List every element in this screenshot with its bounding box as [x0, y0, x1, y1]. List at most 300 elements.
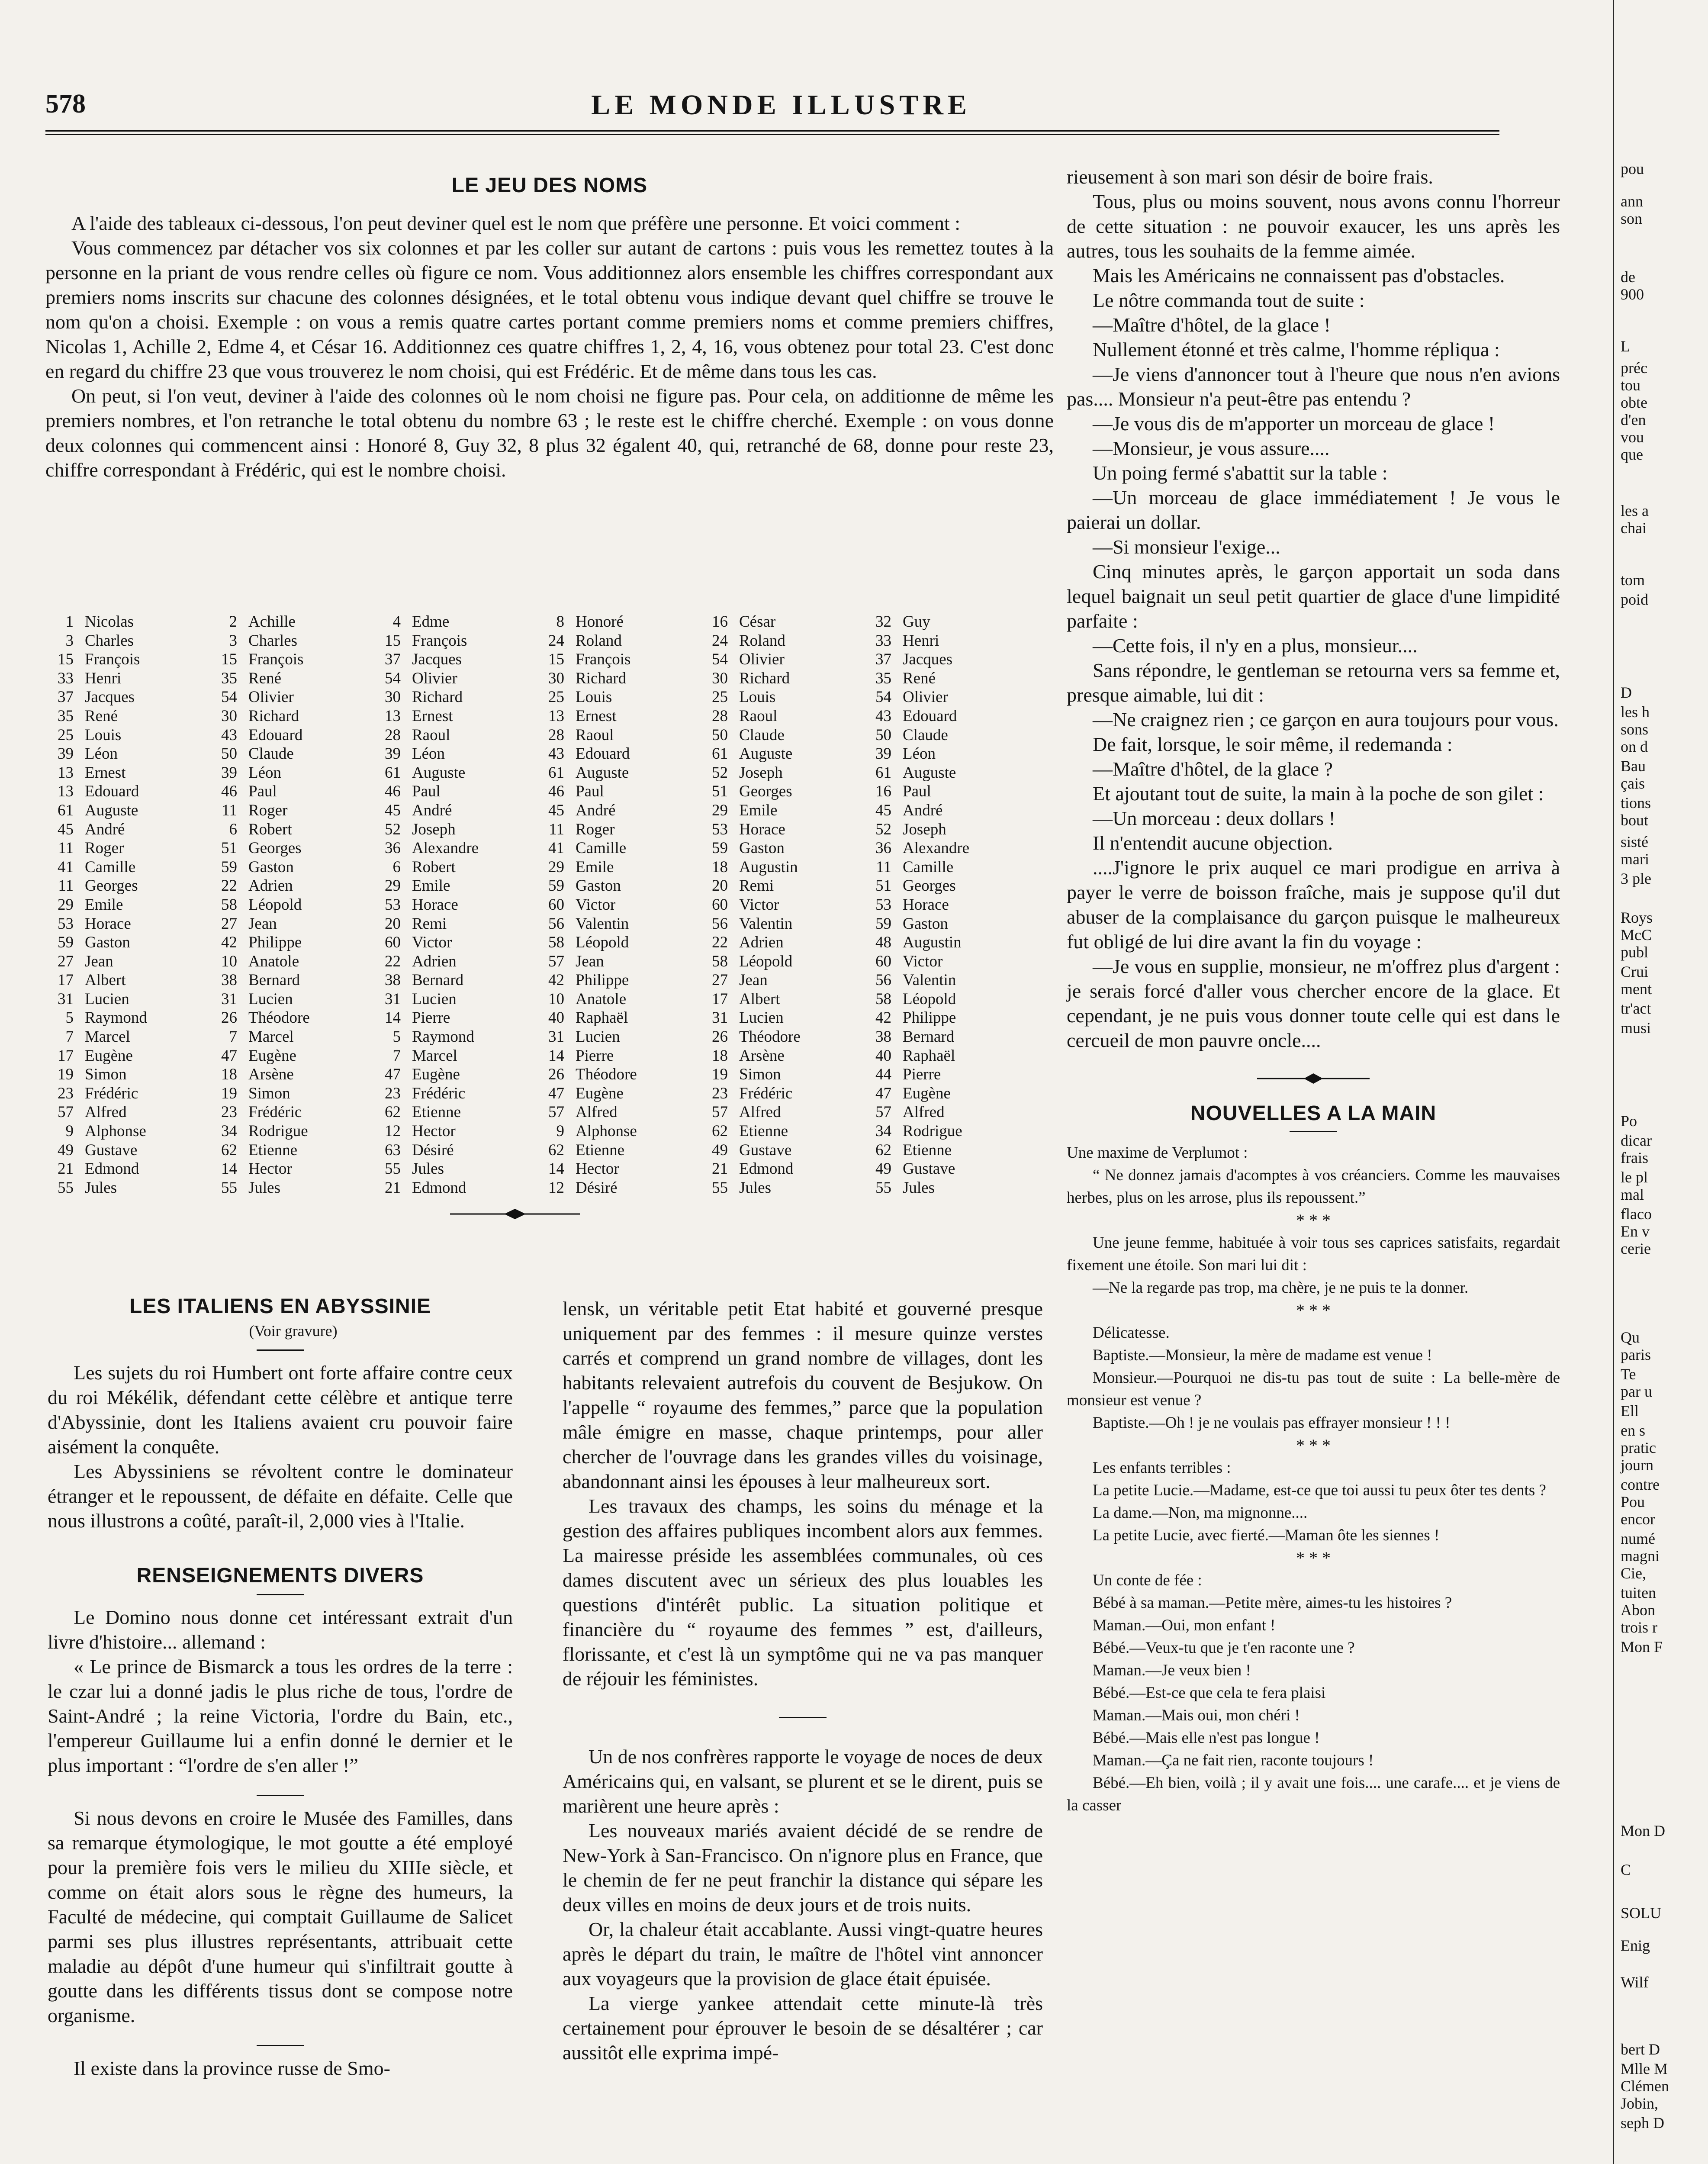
name-row — [211, 1008, 310, 1027]
name-text: Victor — [903, 952, 943, 970]
name-row — [538, 1103, 637, 1122]
name-number: 31 — [58, 990, 74, 1008]
name-row — [375, 1047, 479, 1066]
name-text: Georges — [903, 877, 956, 895]
name-text: Raymond — [85, 1009, 147, 1027]
name-row — [865, 952, 969, 971]
name-number: 47 — [385, 1066, 401, 1084]
name-row — [865, 650, 969, 669]
right-paragraph-21: Il n'entendit aucune objection. — [1093, 832, 1333, 854]
right-paragraph-1: rieusement à son mari son désir de boire frais. — [1067, 166, 1433, 188]
name-text: Alphonse — [85, 1122, 146, 1140]
name-row — [702, 1084, 801, 1103]
name-row — [865, 1008, 969, 1027]
name-text: Gustave — [85, 1141, 138, 1159]
name-number: 34 — [221, 1122, 237, 1140]
next-page-fragment: poid — [1621, 591, 1649, 608]
right-paragraph-18: —Maître d'hôtel, de la glace ? — [1093, 758, 1333, 780]
italiens-rule — [257, 1349, 304, 1351]
name-row — [48, 726, 147, 745]
name-number: 60 — [385, 934, 401, 952]
name-text: Horace — [85, 915, 131, 933]
name-row — [375, 1179, 479, 1198]
name-number: 40 — [548, 1009, 564, 1027]
right-paragraph-23: —Je vous en supplie, monsieur, ne m'offrez plus d'argent : je serais forcé d'aller vous chercher encore de la glace. Et cependant, je ne puis vous donner toute celle qui est dans le cercueil de mon pauvre oncle.... — [1067, 955, 1560, 1051]
name-row — [702, 1008, 801, 1027]
name-number: 9 — [556, 1122, 564, 1140]
name-text: Camille — [85, 858, 136, 876]
next-page-fragment: L — [1621, 338, 1630, 355]
name-row — [48, 763, 147, 783]
name-text: René — [248, 669, 282, 687]
name-text: Jules — [412, 1160, 444, 1178]
name-text: Roger — [248, 801, 288, 819]
name-number: 62 — [221, 1141, 237, 1159]
name-text: François — [248, 650, 304, 669]
name-row — [538, 1027, 637, 1047]
name-row — [211, 726, 310, 745]
name-text: Edmond — [85, 1160, 139, 1178]
next-page-fragment: journ — [1621, 1456, 1653, 1474]
name-text: Ernest — [412, 707, 453, 725]
name-row — [375, 707, 479, 726]
name-text: Richard — [248, 707, 299, 725]
name-number: 7 — [229, 1028, 237, 1046]
name-number: 39 — [58, 745, 74, 763]
name-row — [375, 990, 479, 1009]
right-paragraph-11: —Un morceau de glace immédiatement ! Je vous le paierai un dollar. — [1067, 486, 1560, 533]
name-row — [865, 839, 969, 858]
name-text: André — [412, 801, 452, 819]
name-row — [538, 650, 637, 669]
next-page-fragment: tions — [1621, 794, 1651, 812]
name-number: 37 — [875, 650, 891, 669]
next-page-fragment: Mlle M — [1621, 2060, 1668, 2077]
name-row — [48, 707, 147, 726]
middle-paragraph-3: Un de nos confrères rapporte le voyage de noces de deux Américains qui, en valsant, se plurent et se le dirent, puis se marièrent une heure après : — [563, 1745, 1043, 1817]
name-row — [865, 1084, 969, 1103]
name-text: Paul — [248, 783, 277, 801]
name-text: Raoul — [739, 707, 778, 725]
name-row — [538, 669, 637, 688]
name-row — [375, 858, 479, 877]
next-page-fragment: Crui — [1621, 963, 1649, 980]
name-number: 61 — [385, 763, 401, 782]
name-text: Pierre — [412, 1009, 450, 1027]
name-text: Lucien — [248, 990, 293, 1008]
name-text: Gaston — [248, 858, 294, 876]
name-row — [375, 1084, 479, 1103]
name-row — [865, 782, 969, 801]
name-text: Lucien — [412, 990, 457, 1008]
name-number: 15 — [548, 650, 564, 669]
name-row — [375, 650, 479, 669]
name-row — [702, 801, 801, 820]
nouvelles-rule — [1290, 1131, 1337, 1132]
name-row — [211, 1141, 310, 1160]
name-text: Léopold — [739, 952, 793, 970]
name-number: 14 — [548, 1160, 564, 1178]
name-text: Hector — [576, 1160, 619, 1178]
name-text: Claude — [248, 745, 294, 763]
name-number: 24 — [548, 631, 564, 650]
name-number: 50 — [875, 726, 891, 744]
name-text: Victor — [576, 895, 616, 914]
name-number: 61 — [548, 763, 564, 782]
next-page-fragment: tom — [1621, 571, 1645, 589]
name-number: 11 — [58, 839, 74, 857]
name-text: Raoul — [412, 726, 450, 744]
name-text: Auguste — [576, 763, 629, 782]
renseignements-rule — [257, 1594, 304, 1595]
name-number: 43 — [548, 745, 564, 763]
name-text: Roland — [576, 631, 622, 650]
name-number: 27 — [712, 971, 728, 989]
nouvelle-5-line-5: Maman.—Je veux bien ! — [1093, 1662, 1251, 1679]
next-page-fragment: 3 ple — [1621, 870, 1651, 887]
next-page-fragment: McC — [1621, 926, 1652, 944]
right-paragraph-4: Le nôtre commanda tout de suite : — [1093, 289, 1365, 311]
name-row — [702, 1122, 801, 1141]
name-number: 30 — [385, 688, 401, 706]
name-text: Eugène — [248, 1047, 296, 1065]
next-page-fragment: cerie — [1621, 1240, 1651, 1257]
next-page-fragment: tr'act — [1621, 1000, 1651, 1017]
next-page-fragment: bert D — [1621, 2041, 1660, 2058]
name-number: 26 — [548, 1066, 564, 1084]
name-row — [865, 971, 969, 990]
name-row — [538, 990, 637, 1009]
name-number: 5 — [392, 1028, 401, 1046]
name-text: Théodore — [739, 1028, 801, 1046]
name-row — [702, 1103, 801, 1122]
name-row — [211, 971, 310, 990]
nouvelles-title: NOUVELLES A LA MAIN — [1190, 1102, 1437, 1125]
name-row — [48, 1122, 147, 1141]
name-row — [702, 763, 801, 783]
name-text: Bernard — [248, 971, 300, 989]
next-page-fragment: dicar — [1621, 1132, 1652, 1149]
name-number: 57 — [548, 952, 564, 970]
next-page-fragment: Roys — [1621, 909, 1653, 926]
name-text: Alfred — [739, 1103, 781, 1121]
name-text: Olivier — [903, 688, 948, 706]
name-number: 21 — [385, 1179, 401, 1197]
name-row — [702, 858, 801, 877]
name-text: Jean — [248, 915, 277, 933]
name-number: 16 — [712, 613, 728, 631]
next-page-fragment: En v — [1621, 1223, 1650, 1240]
right-paragraph-6: Nullement étonné et très calme, l'homme répliqua : — [1093, 338, 1500, 361]
names-column-4 — [538, 612, 637, 1197]
name-row — [702, 915, 801, 934]
name-row — [375, 1159, 479, 1179]
name-row — [375, 1141, 479, 1160]
name-number: 29 — [385, 877, 401, 895]
name-text: Jean — [739, 971, 768, 989]
name-row — [211, 782, 310, 801]
name-number: 53 — [58, 915, 74, 933]
name-number: 48 — [875, 934, 891, 952]
name-row — [865, 1047, 969, 1066]
name-text: René — [903, 669, 936, 687]
name-number: 23 — [221, 1103, 237, 1121]
name-row — [211, 744, 310, 763]
name-number: 59 — [548, 877, 564, 895]
name-row — [538, 952, 637, 971]
name-number: 52 — [875, 820, 891, 838]
right-divider-ornament — [1257, 1072, 1370, 1085]
italiens-paragraph-1: Les sujets du roi Humbert ont forte affaire contre ceux du roi Mékélik, défendant cette célèbre et antique terre d'Abyssinie, dont les Italiens avaient cru pouvoir faire aisément la conquête. — [48, 1362, 513, 1458]
name-row — [48, 801, 147, 820]
name-text: Simon — [85, 1066, 127, 1084]
name-row — [375, 631, 479, 650]
name-text: Gustave — [739, 1141, 792, 1159]
name-row — [48, 782, 147, 801]
name-number: 63 — [385, 1141, 401, 1159]
next-page-fragment: Enig — [1621, 1937, 1650, 1954]
name-text: Eugène — [903, 1084, 951, 1102]
name-row — [48, 612, 147, 631]
name-row — [538, 895, 637, 915]
name-number: 50 — [221, 745, 237, 763]
name-row — [702, 933, 801, 952]
name-number: 38 — [221, 971, 237, 989]
name-number: 43 — [875, 707, 891, 725]
name-number: 55 — [58, 1179, 74, 1197]
next-page-fragment: le pl — [1621, 1169, 1648, 1186]
name-row — [375, 915, 479, 934]
name-number: 22 — [712, 934, 728, 952]
name-row — [48, 839, 147, 858]
page-number: 578 — [45, 89, 86, 119]
name-row — [211, 990, 310, 1009]
name-text: Eugène — [85, 1047, 133, 1065]
name-row — [702, 971, 801, 990]
name-number: 16 — [875, 783, 891, 801]
nouvelle-4-line-3: La dame.—Non, ma mignonne.... — [1093, 1504, 1308, 1522]
name-text: Alphonse — [576, 1122, 637, 1140]
name-row — [702, 1179, 801, 1198]
name-text: Edmond — [412, 1179, 466, 1197]
name-number: 46 — [548, 783, 564, 801]
next-page-fragment: magni — [1621, 1547, 1660, 1565]
name-number: 53 — [385, 895, 401, 914]
next-page-fragment: Cie, — [1621, 1565, 1646, 1582]
name-row — [538, 876, 637, 895]
name-row — [375, 744, 479, 763]
name-row — [375, 1122, 479, 1141]
name-row — [865, 933, 969, 952]
name-number: 49 — [875, 1160, 891, 1178]
name-row — [211, 763, 310, 783]
name-number: 34 — [875, 1122, 891, 1140]
name-number: 14 — [548, 1047, 564, 1065]
jeu-des-noms-title: LE JEU DES NOMS — [451, 174, 648, 197]
name-number: 4 — [392, 613, 401, 631]
renseignements-separator-2 — [257, 2045, 304, 2046]
name-number: 53 — [875, 895, 891, 914]
name-text: Jacques — [412, 650, 462, 669]
name-text: Adrien — [739, 934, 784, 952]
name-row — [211, 1047, 310, 1066]
name-text: Valentin — [903, 971, 956, 989]
next-page-fragment: musi — [1621, 1019, 1651, 1037]
star-separator: * * * — [1296, 1301, 1331, 1320]
next-page-fragment: bout — [1621, 812, 1649, 829]
next-page-fragment: numé — [1621, 1530, 1655, 1547]
name-text: Eugène — [576, 1084, 624, 1102]
name-row — [702, 782, 801, 801]
next-page-fragment: Abon — [1621, 1601, 1655, 1619]
name-number: 60 — [712, 895, 728, 914]
name-number: 17 — [58, 1047, 74, 1065]
name-text: Richard — [412, 688, 463, 706]
name-row — [375, 1008, 479, 1027]
name-text: Edouard — [576, 745, 630, 763]
next-page-fragment: frais — [1621, 1149, 1648, 1166]
name-text: Robert — [248, 820, 292, 838]
name-row — [538, 839, 637, 858]
next-page-fragment: en s — [1621, 1422, 1645, 1439]
name-number: 23 — [58, 1084, 74, 1102]
name-number: 49 — [712, 1141, 728, 1159]
name-row — [538, 707, 637, 726]
name-number: 33 — [58, 669, 74, 687]
name-text: Louis — [739, 688, 776, 706]
name-number: 13 — [58, 783, 74, 801]
right-paragraph-19: Et ajoutant tout de suite, la main à la poche de son gilet : — [1093, 783, 1544, 805]
name-row — [865, 1179, 969, 1198]
name-number: 45 — [58, 820, 74, 838]
next-page-fragment: C — [1621, 1861, 1631, 1878]
name-row — [865, 915, 969, 934]
name-row — [702, 990, 801, 1009]
name-text: Etienne — [412, 1103, 461, 1121]
name-number: 59 — [875, 915, 891, 933]
name-row — [48, 915, 147, 934]
jeu-paragraph-3: On peut, si l'on veut, deviner à l'aide des colonnes où le nom choisi ne figure pas. Pour cela, on additionne de même les premiers nombres, et l'on retranche le total obtenu du nombre 63 ; le reste est le chiffre cherché. Exemple : on vous donne deux colonnes qui commencent ainsi : Honoré 8, Guy 32, 8 plus 32 égalent 40, qui, retranché de 68, donne pour reste 23, chiffre correspondant à Frédéric, qui est le nombre choisi. — [45, 385, 1054, 481]
jeu-paragraph-1: A l'aide des tableaux ci-dessous, l'on peut deviner quel est le nom que préfère une personne. Et voici comment : — [71, 212, 961, 234]
name-row — [865, 612, 969, 631]
name-row — [211, 1159, 310, 1179]
name-number: 36 — [385, 839, 401, 857]
name-row — [48, 933, 147, 952]
name-number: 13 — [385, 707, 401, 725]
name-text: Marcel — [248, 1028, 294, 1046]
left-column — [48, 1294, 513, 2080]
name-number: 40 — [875, 1047, 891, 1065]
next-page-fragment: mari — [1621, 850, 1649, 868]
name-number: 38 — [875, 1028, 891, 1046]
name-text: Lucien — [85, 990, 129, 1008]
names-column-5 — [702, 612, 801, 1197]
right-column — [1067, 164, 1560, 1817]
name-number: 2 — [229, 613, 237, 631]
renseignements-paragraph-1: Le Domino nous donne cet intéressant extrait d'un livre d'histoire... allemand : — [48, 1606, 513, 1653]
name-text: Alexandre — [412, 839, 479, 857]
name-number: 15 — [385, 631, 401, 650]
name-text: François — [412, 631, 467, 650]
name-text: Emile — [739, 801, 778, 819]
right-paragraph-16: —Ne craignez rien ; ce garçon en aura toujours pour vous. — [1093, 708, 1559, 731]
name-row — [702, 839, 801, 858]
name-text: Simon — [739, 1066, 781, 1084]
italiens-subtitle: (Voir gravure) — [249, 1322, 338, 1340]
name-number: 55 — [712, 1179, 728, 1197]
header-rule — [45, 130, 1499, 135]
name-row — [702, 876, 801, 895]
name-number: 47 — [548, 1084, 564, 1102]
name-number: 30 — [221, 707, 237, 725]
name-text: Paul — [412, 783, 441, 801]
name-text: Henri — [85, 669, 122, 687]
name-number: 45 — [548, 801, 564, 819]
name-text: Adrien — [412, 952, 457, 970]
next-page-fragment: D — [1621, 684, 1632, 701]
next-page-fragment: trois r — [1621, 1619, 1657, 1636]
name-text: Augustin — [739, 858, 798, 876]
name-number: 25 — [712, 688, 728, 706]
name-text: André — [85, 820, 125, 838]
name-number: 54 — [221, 688, 237, 706]
name-row — [538, 1065, 637, 1084]
name-text: Lucien — [739, 1009, 784, 1027]
names-column-6 — [865, 612, 969, 1197]
name-row — [702, 820, 801, 839]
name-text: François — [576, 650, 631, 669]
name-text: Gustave — [903, 1160, 955, 1178]
name-row — [48, 876, 147, 895]
name-text: Marcel — [412, 1047, 457, 1065]
next-page-fragment: Wilf — [1621, 1974, 1649, 1991]
name-number: 62 — [875, 1141, 891, 1159]
middle-column — [563, 1296, 1043, 2065]
right-paragraph-22: ....J'ignore le prix auquel ce mari prodigue en arriva à payer le verre de boisson fraîche, mais je suppose qu'il dut abuser de la complaisance du garçon puisque le malheureux fut obligé de lui dire avant la fin du voyage : — [1067, 857, 1560, 953]
name-row — [211, 933, 310, 952]
name-row — [375, 669, 479, 688]
name-row — [375, 782, 479, 801]
name-text: Edmond — [739, 1160, 794, 1178]
next-page-fragment: préc — [1621, 359, 1647, 377]
name-number: 17 — [58, 971, 74, 989]
name-text: Auguste — [739, 745, 793, 763]
name-text: Gaston — [903, 915, 948, 933]
name-row — [48, 1008, 147, 1027]
name-row — [211, 650, 310, 669]
nouvelle-5-line-3: Maman.—Oui, mon enfant ! — [1093, 1617, 1276, 1634]
name-number: 35 — [875, 669, 891, 687]
name-text: Achille — [248, 613, 296, 631]
name-number: 58 — [875, 990, 891, 1008]
name-number: 18 — [712, 1047, 728, 1065]
name-number: 54 — [712, 650, 728, 669]
name-number: 54 — [385, 669, 401, 687]
name-text: Charles — [248, 631, 298, 650]
next-page-fragment: d'en — [1621, 411, 1646, 428]
name-number: 56 — [548, 915, 564, 933]
next-page-fragment: son — [1621, 210, 1643, 227]
name-row — [865, 1027, 969, 1047]
name-number: 62 — [385, 1103, 401, 1121]
name-text: Hector — [248, 1160, 292, 1178]
name-number: 11 — [549, 820, 564, 838]
name-text: Jean — [85, 952, 113, 970]
name-number: 28 — [385, 726, 401, 744]
name-number: 55 — [385, 1160, 401, 1178]
name-number: 57 — [58, 1103, 74, 1121]
name-text: Gaston — [739, 839, 785, 857]
